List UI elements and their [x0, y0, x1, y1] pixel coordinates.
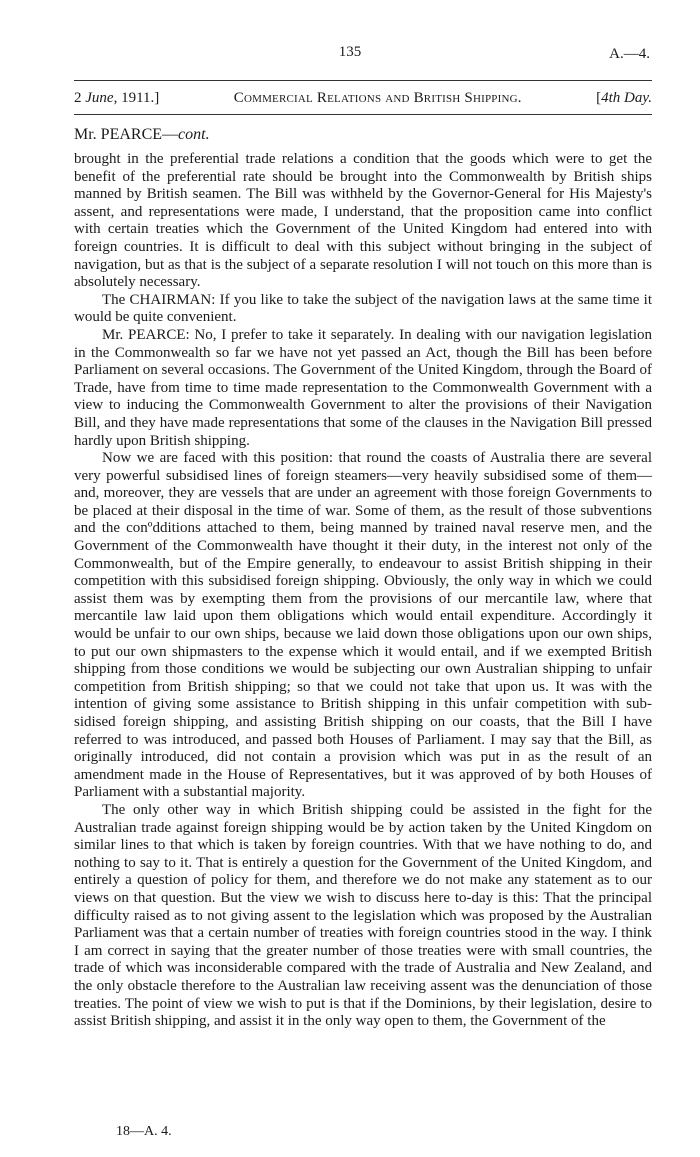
header-title: Commercial Relations and British Shipping. [233, 90, 522, 106]
paragraph: The CHAIRMAN: If you like to take the subject of the navigation laws at the same time it would be quite convenient. [74, 291, 652, 326]
running-header [74, 90, 652, 107]
paragraph: Now we are faced with this position: that round the coasts of Australia there are several very powerful subsidised lines of foreign steamers—very heavily subsidised some of them—and, moreover, they are vessels that are under an agreement with those foreign Governments to be placed at their disposal in the time of war. Some of them, as the result of those subventions and the conºdditions attached to them, being manned by trained naval reserve men, and the Government of the Commonwealth have thought it their duty, in the interest not only of the Commonwealth, but of the Empire generally, to endeavour to assist British shipping in their competition with this subsidised foreign shipping. Obviously, the only way in which we could assist them was by exempting them from the provisions of our mercantile law, where that mercantile law laid upon them obligations which would entail expenditure. Accordingly it would be unfair to our own ships, because we laid down those obligations upon our own ships, to put our own shipmasters to the expense which it would entail, and if we exempted British shipping from those conditions we would be subjecting our own Australian shipping to unfair competition from British shipping; so that we could not take that upon us. It was with the intention of giving some assistance to British shipping in this unfair competition with subsidised foreign shipping, and assisting British shipping on our coasts, that the Bill I have referred to was introduced, and passed both Houses of Parliament. I may say that the Bill, as originally introduced, did not contain a provision which was put in as the result of an amendment made in the House of Representatives, but it was approved of by both Houses of Parliament with a substantial majority. [74, 450, 652, 801]
speaker-heading: Mr. PEARCE—cont. [74, 126, 210, 143]
page-number: 135 [338, 44, 362, 60]
header-divider-lower [74, 114, 652, 115]
paragraph: The only other way in which British shipping could be assisted in the fight for the Australian trade against foreign shipping would be by action taken by the United Kingdom on similar lines to that which is taken by foreign countries. With that we have nothing to do, and nothing to say to it. That is entirely a question for the Government of the United Kingdom, and entirely a question of policy for them, and therefore we do not make any statement as to our views on that question. But the view we wish to discuss here to-day is this: That the principal difficulty raised as to not giving assent to the legislation which was proposed by the Australian Parliament was that a certain number of treaties with foreign countries stood in the way. I think I am correct in saying that the greater number of those treaties were with small countries, the trade of which was inconsiderable compared with the trade of Australia and New Zealand, and the only obstacle therefore to the Australian law receiving assent was the denunciation of those treaties. The point of view we wish to put is that if the Dominions, by their legislation, desire to assist British shipping, and assist it in the only way open to them, the Government of the [74, 801, 652, 1030]
header-date: 2 June, 1911.] [74, 90, 160, 106]
signature-mark: 18—A. 4. [116, 1124, 172, 1139]
paragraph: brought in the preferential trade relations a condition that the goods which were to get the benefit of the preferential rate should be brought into the Commonwealth by British ships manned by British seamen. The Bill was withheld by the Governor-General for His Majesty's assent, and representations were made, I understand, that the proposition came into conflict with certain treaties which the Government of the United Kingdom had entered into with foreign countries. It is difficult to deal with this subject without bringing in the subject of navigation, but as that is the subject of a separate resolution I will not touch on this more than is absolutely necessary. [74, 151, 652, 291]
body-text [74, 151, 652, 1031]
header-divider [74, 80, 652, 81]
document-code: A.—4. [609, 46, 650, 62]
paragraph: Mr. PEARCE: No, I prefer to take it separately. In dealing with our navigation legislation in the Commonwealth so far we have not yet passed an Act, though the Bill has been before Parliament on several occasions. The Government of the United Kingdom, through the Board of Trade, have from time to time made representation to the Commonwealth Government with a view to inducing the Commonwealth Government to alter the provisions of their Navigation Bill, and they have made representations that some of the clauses in the Navigation Bill pressed hardly upon British shipping. [74, 326, 652, 449]
header-day: [4th Day. [596, 90, 652, 106]
